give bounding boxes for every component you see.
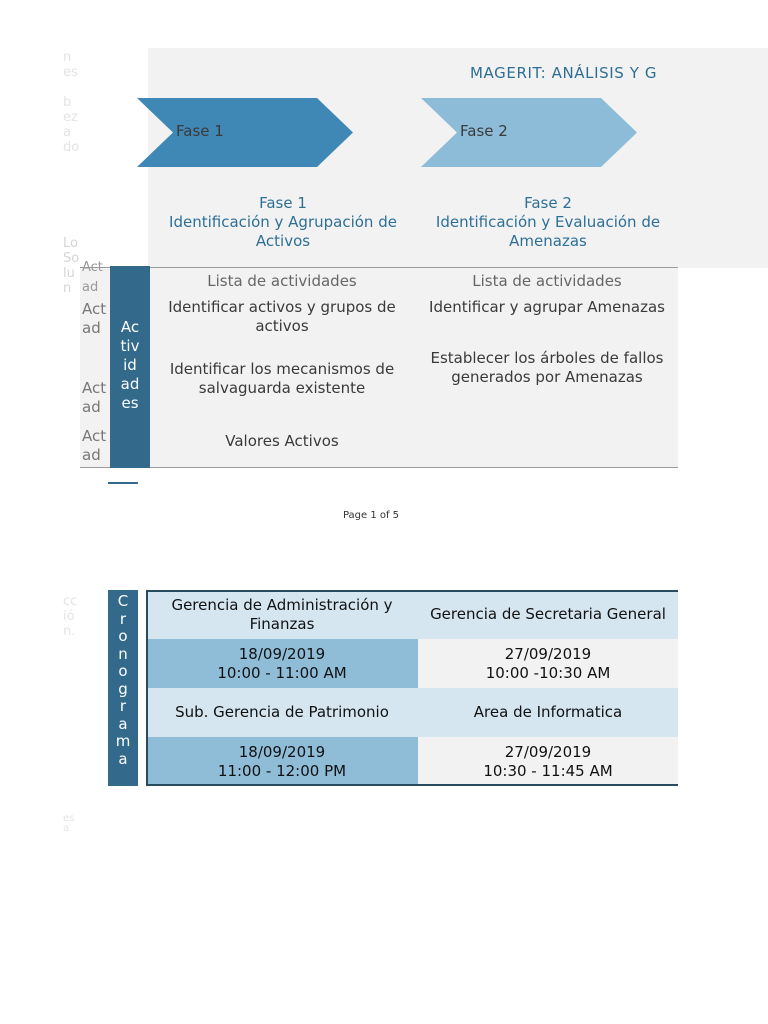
activities-sidebar-label (110, 318, 150, 413)
schedule-cell-text: Gerencia de Administración y Finanzas (171, 595, 393, 633)
phase-2-heading (418, 194, 678, 251)
activities-sidebar-label-part: Ac (120, 318, 140, 336)
schedule-cell-text: 27/09/2019 10:00 -10:30 AM (485, 644, 611, 682)
schedule-sidebar-letter: g (118, 679, 128, 698)
activities-sidebar-label-part: es (121, 394, 139, 412)
schedule-sidebar-letter: o (118, 627, 128, 645)
schedule-sidebar-letter: n (118, 644, 128, 663)
phase-1-description: Identificación y Agrupación de Activos (169, 213, 397, 250)
phase-1-activities-header: Lista de actividades (207, 272, 357, 290)
schedule-cell (418, 688, 678, 737)
phase-1-activity-item: Identificar los mecanismos de salvaguarda existente (169, 360, 395, 397)
activities-left-fragment: Act ad (82, 300, 107, 337)
phase-1-name: Fase 1 (259, 194, 307, 212)
schedule-sidebar-letter: m (115, 732, 131, 750)
divider (108, 482, 138, 484)
schedule-sidebar-letter: r (119, 697, 127, 715)
schedule-sidebar-letter: r (119, 609, 127, 628)
phase-1-chevron-label: Fase 1 (176, 122, 224, 140)
background-text-fragment: cc ió n. (63, 594, 78, 639)
phase-1-chevron (137, 98, 353, 167)
schedule-sidebar-letter: a (118, 749, 128, 768)
schedule-cell (418, 639, 678, 688)
schedule-cell (146, 737, 418, 786)
schedule-cell (146, 590, 418, 639)
phase-2-chevron (421, 98, 637, 167)
schedule-sidebar-letter: C (117, 592, 129, 610)
schedule-sidebar-label (108, 593, 138, 768)
phase-2-chevron-label: Fase 2 (460, 122, 508, 140)
phase-2-description: Identificación y Evaluación de Amenazas (435, 213, 661, 250)
schedule-cell-text: 18/09/2019 10:00 - 11:00 AM (217, 644, 347, 682)
page-indicator: Page 1 of 5 (342, 510, 400, 521)
phase-2-activity-item: Identificar y agrupar Amenazas (429, 298, 665, 316)
activities-left-fragment: Act ad (82, 379, 107, 416)
schedule-cell-text: Sub. Gerencia de Patrimonio (175, 703, 389, 721)
diagram-title: MAGERIT: ANÁLISIS Y G (470, 64, 658, 82)
schedule-sidebar-letter: a (118, 714, 128, 733)
background-text-fragment: n es b ez a do (63, 50, 80, 155)
activities-sidebar-label-part: ad (120, 375, 140, 393)
phase-2-name: Fase 2 (524, 194, 572, 212)
activities-sidebar (110, 266, 150, 468)
phase-1-activity-item: Valores Activos (225, 432, 339, 450)
phase-1-chevron-shape (137, 98, 353, 167)
phase-1-activity-item: Identificar activos y grupos de activos (168, 298, 396, 335)
schedule-sidebar-letter: o (118, 662, 128, 680)
schedule-sidebar (108, 590, 138, 786)
phase-2-activities-header: Lista de actividades (472, 272, 622, 290)
schedule-cell-text: 18/09/2019 11:00 - 12:00 PM (217, 742, 347, 780)
activities-sidebar-label-part: tiv (120, 337, 140, 355)
background-text-fragment: es a (63, 813, 75, 834)
schedule-cell (146, 639, 418, 688)
phase-1-heading (153, 194, 413, 251)
background-text-fragment: Lo So lu n (63, 236, 80, 296)
schedule-cell (146, 688, 418, 737)
phase-2-chevron-shape (421, 98, 637, 167)
activities-left-fragment: Act ad (82, 427, 107, 464)
schedule-cell-text: Gerencia de Secretaria General (430, 605, 666, 623)
schedule-cell (418, 590, 678, 639)
activities-sidebar-label-part: id (123, 356, 137, 374)
schedule-cell-text: Area de Informatica (473, 703, 623, 721)
activities-left-fragment: Act ad (82, 260, 103, 295)
schedule-cell-text: 27/09/2019 10:30 - 11:45 AM (483, 742, 613, 780)
phase-2-activity-item: Establecer los árboles de fallos generados por Amenazas (430, 349, 664, 386)
schedule-cell (418, 737, 678, 786)
